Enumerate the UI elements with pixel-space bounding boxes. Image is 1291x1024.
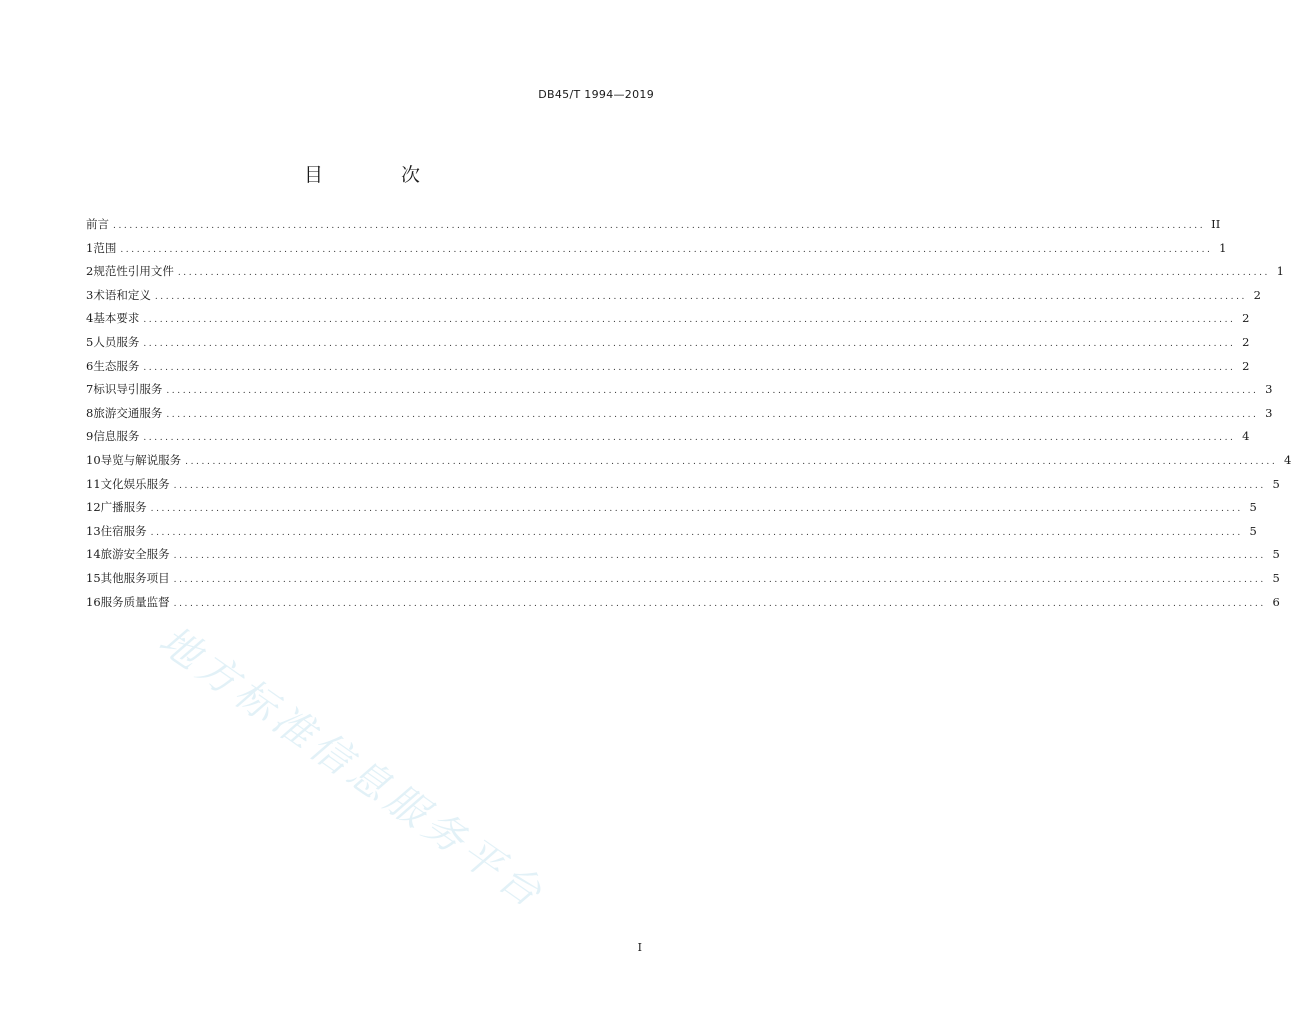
toc-leader-dots: ........................................................................................................................................................................................................ bbox=[177, 268, 1270, 279]
toc-leader-dots: ........................................................................................................................................................................................................ bbox=[120, 244, 1213, 255]
toc-entry-label: 其他服务项目 bbox=[100, 570, 170, 585]
toc-entry-page: 6 bbox=[1272, 594, 1280, 609]
toc-entry[interactable] bbox=[86, 594, 1280, 618]
toc-entry-number: 15 bbox=[86, 570, 101, 585]
toc-leader-dots: ........................................................................................................................................................................................................ bbox=[150, 504, 1243, 515]
toc-entry-label: 术语和定义 bbox=[93, 287, 151, 302]
toc-entry[interactable] bbox=[86, 546, 1280, 570]
toc-entry-page: 5 bbox=[1249, 523, 1257, 538]
toc-entry-page: 2 bbox=[1242, 311, 1250, 326]
toc-leader-dots: ........................................................................................................................................................................................................ bbox=[166, 386, 1259, 397]
toc-leader-dots: ........................................................................................................................................................................................................ bbox=[185, 456, 1278, 467]
toc-entry-label: 标识导引服务 bbox=[93, 382, 163, 397]
toc-entry[interactable] bbox=[86, 499, 1257, 523]
toc-leader-dots: ........................................................................................................................................................................................................ bbox=[173, 574, 1266, 585]
toc-entry-number: 3 bbox=[86, 287, 94, 302]
toc-entry-label: 旅游交通服务 bbox=[93, 405, 163, 420]
toc-leader-dots: ........................................................................................................................................................................................................ bbox=[143, 433, 1236, 444]
toc-entry-number: 4 bbox=[86, 311, 94, 326]
toc-entry-page: 2 bbox=[1253, 287, 1261, 302]
toc-entry-page: 3 bbox=[1265, 382, 1273, 397]
toc-entry-label: 文化娱乐服务 bbox=[100, 476, 170, 491]
toc-entry-label: 信息服务 bbox=[93, 429, 140, 444]
toc-entry-label: 范围 bbox=[93, 240, 117, 255]
toc-entry-number: 9 bbox=[86, 429, 94, 444]
toc-entry-page: 4 bbox=[1242, 429, 1250, 444]
toc-leader-dots: ........................................................................................................................................................................................................ bbox=[143, 338, 1236, 349]
toc-entry[interactable] bbox=[86, 358, 1250, 382]
toc-entry-page: 1 bbox=[1219, 240, 1227, 255]
toc-entry-number: 5 bbox=[86, 334, 94, 349]
watermark: 地方标准信息服务平台 bbox=[150, 617, 554, 919]
toc-entry-page: 5 bbox=[1272, 547, 1280, 562]
toc-entry-page: 5 bbox=[1249, 500, 1257, 515]
toc-entry[interactable] bbox=[86, 570, 1280, 594]
toc-entry-label: 导览与解说服务 bbox=[100, 452, 182, 467]
toc-entry-label: 广播服务 bbox=[100, 500, 147, 515]
toc-entry[interactable] bbox=[86, 381, 1273, 405]
toc-entry-number: 8 bbox=[86, 405, 94, 420]
toc-entry-page: 4 bbox=[1283, 452, 1291, 467]
toc-entry[interactable] bbox=[86, 216, 1221, 240]
toc-entry-number: 7 bbox=[86, 382, 94, 397]
toc-entry[interactable] bbox=[86, 476, 1280, 500]
toc-entry[interactable] bbox=[86, 334, 1250, 358]
toc-leader-dots: ........................................................................................................................................................................................................ bbox=[143, 315, 1236, 326]
toc-leader-dots: ........................................................................................................................................................................................................ bbox=[166, 409, 1259, 420]
page-title: 目 次 bbox=[303, 164, 457, 186]
document-code: DB45/T 1994—2019 bbox=[538, 88, 654, 101]
toc-entry-number: 12 bbox=[86, 500, 101, 515]
toc-entry[interactable] bbox=[86, 523, 1257, 547]
toc-entry[interactable] bbox=[86, 263, 1284, 287]
toc-entry[interactable] bbox=[86, 405, 1273, 429]
toc-entry-number: 1 bbox=[86, 240, 94, 255]
toc-entry-label: 住宿服务 bbox=[100, 523, 147, 538]
toc-entry-page: 1 bbox=[1276, 264, 1284, 279]
table-of-contents bbox=[86, 216, 1291, 617]
toc-entry-number: 14 bbox=[86, 547, 101, 562]
toc-leader-dots: ........................................................................................................................................................................................................ bbox=[113, 221, 1206, 231]
toc-leader-dots: ........................................................................................................................................................................................................ bbox=[173, 480, 1266, 491]
page-number: I bbox=[637, 941, 642, 954]
toc-entry-label: 人员服务 bbox=[93, 334, 140, 349]
toc-entry-label: 规范性引用文件 bbox=[93, 264, 174, 279]
toc-leader-dots: ........................................................................................................................................................................................................ bbox=[154, 291, 1247, 302]
toc-entry-page: II bbox=[1211, 217, 1221, 231]
toc-leader-dots: ........................................................................................................................................................................................................ bbox=[143, 362, 1236, 373]
toc-leader-dots: ........................................................................................................................................................................................................ bbox=[173, 551, 1266, 562]
toc-entry-label: 生态服务 bbox=[93, 358, 140, 373]
toc-entry-number: 10 bbox=[86, 452, 101, 467]
toc-entry-number: 6 bbox=[86, 358, 94, 373]
toc-entry-page: 3 bbox=[1265, 405, 1273, 420]
toc-entry-number: 13 bbox=[86, 523, 101, 538]
toc-entry-label: 服务质量监督 bbox=[100, 594, 170, 609]
toc-entry-page: 2 bbox=[1242, 358, 1250, 373]
toc-leader-dots: ........................................................................................................................................................................................................ bbox=[150, 527, 1243, 538]
toc-entry-label: 前言 bbox=[86, 217, 109, 231]
toc-entry-page: 5 bbox=[1272, 570, 1280, 585]
toc-entry-number: 11 bbox=[86, 476, 101, 491]
toc-entry[interactable] bbox=[86, 428, 1250, 452]
toc-entry-label: 旅游安全服务 bbox=[100, 547, 170, 562]
toc-entry-page: 5 bbox=[1272, 476, 1280, 491]
toc-entry[interactable] bbox=[86, 240, 1227, 264]
toc-entry-page: 2 bbox=[1242, 334, 1250, 349]
toc-entry[interactable] bbox=[86, 287, 1261, 311]
toc-entry-number: 16 bbox=[86, 594, 101, 609]
toc-leader-dots: ........................................................................................................................................................................................................ bbox=[173, 598, 1266, 609]
toc-entry-number: 2 bbox=[86, 264, 94, 279]
toc-entry[interactable] bbox=[86, 310, 1250, 334]
toc-entry-label: 基本要求 bbox=[93, 311, 140, 326]
toc-entry[interactable] bbox=[86, 452, 1291, 476]
